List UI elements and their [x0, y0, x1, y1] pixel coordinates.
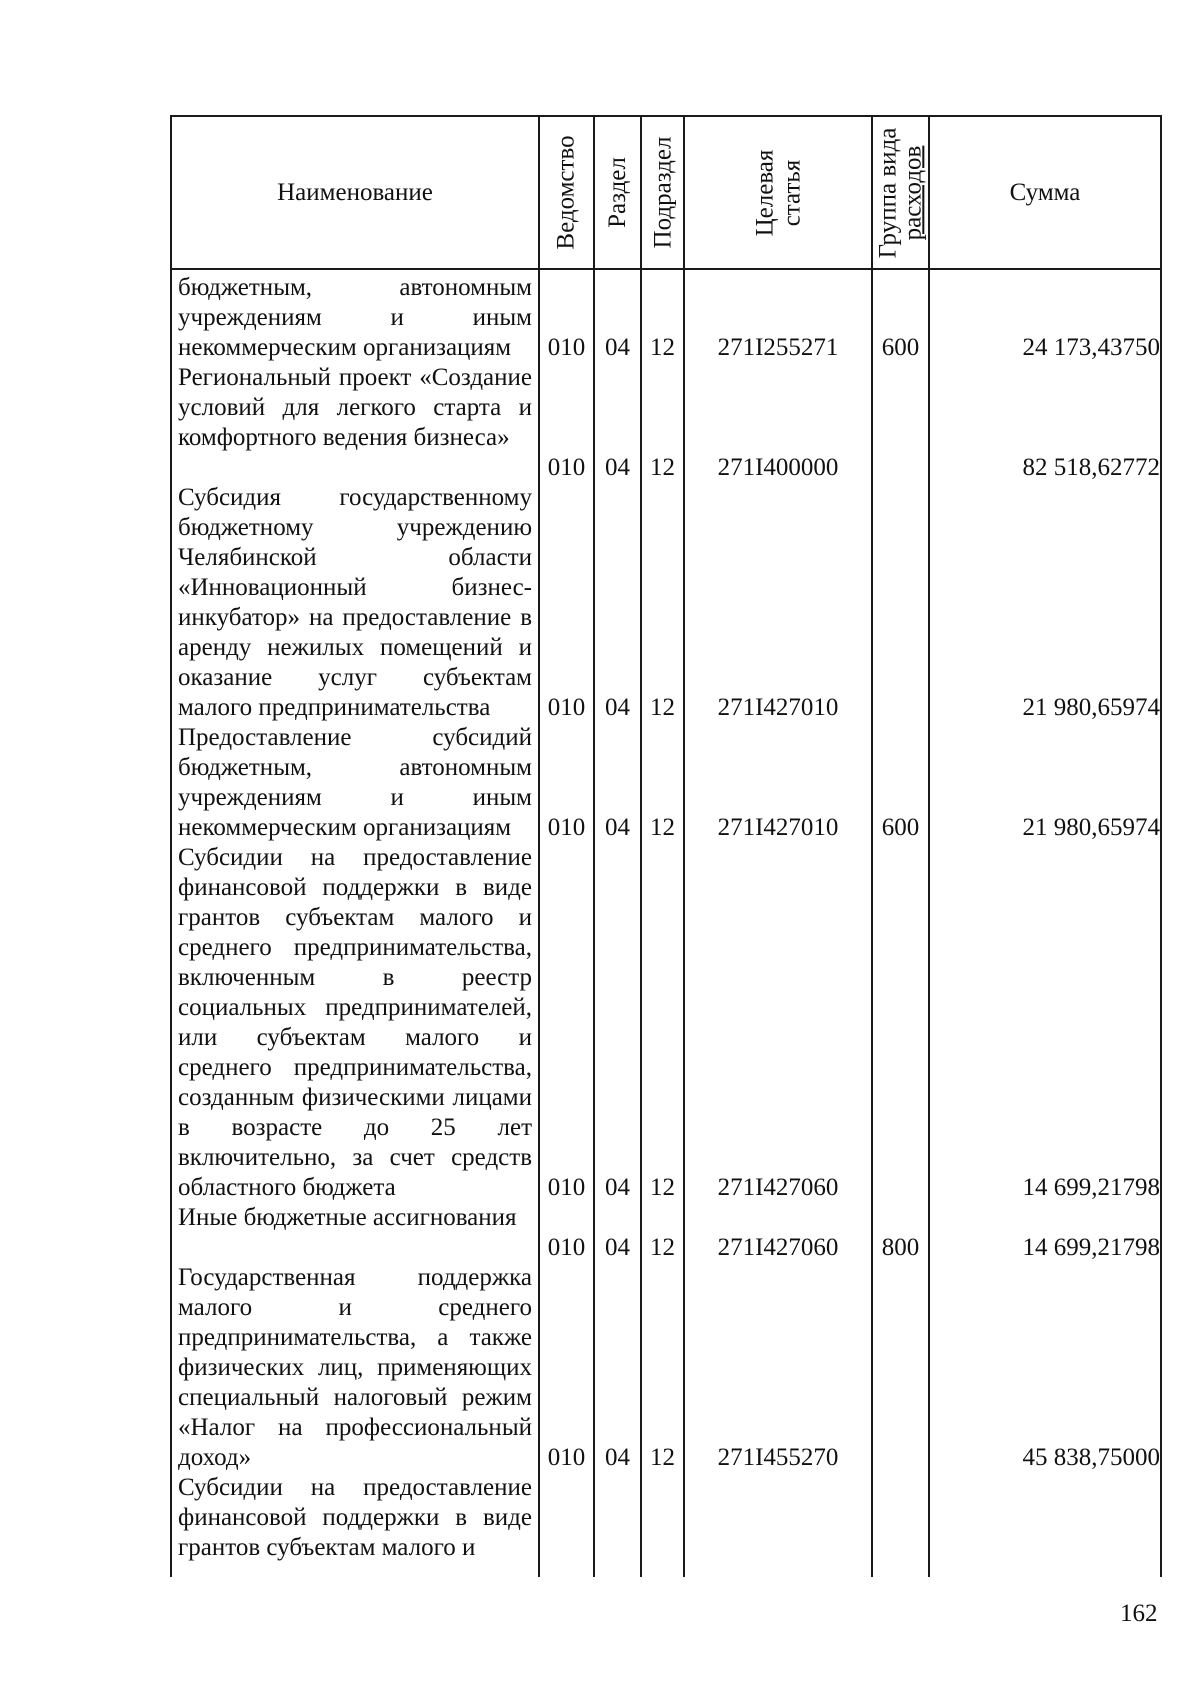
row-podrazdel: 12	[650, 1234, 675, 1261]
row-group: 600	[881, 814, 920, 841]
row-podrazdel: 12	[650, 454, 675, 481]
row-sum: 14 699,21798	[1022, 1234, 1160, 1261]
row-name: Предоставление субсидий бюджетным, автономным учреждениям и иным некоммерческим организациям	[178, 724, 532, 841]
header-name-text: Наименование	[277, 178, 433, 206]
row-article: 271I400000	[717, 454, 839, 481]
row-podrazdel: 12	[650, 1174, 675, 1201]
table-left-border	[170, 115, 172, 1577]
header-gruppa-line2: расходов	[899, 145, 927, 240]
row-podrazdel: 12	[650, 694, 675, 721]
header-celevaya-line1: Целевая	[750, 149, 778, 236]
row-vedomstvo: 010	[547, 814, 586, 841]
row-article: 271I427060	[717, 1174, 839, 1201]
header-podrazdel	[642, 117, 683, 268]
row-article: 271I427010	[717, 814, 839, 841]
row-sum: 21 980,65974	[1022, 814, 1160, 841]
header-summa	[930, 117, 1160, 268]
row-name: Субсидия государственному бюджетному учреждению Челябинской области «Инновационный бизнес-инкубатор» на предоставление в аренду нежилых помещений и оказание услуг субъектам малого предпринимательства	[178, 484, 532, 721]
row-sum: 82 518,62772	[1022, 454, 1160, 481]
row-razdel: 04	[605, 814, 630, 841]
row-sum: 14 699,21798	[1022, 1174, 1160, 1201]
row-sum: 24 173,43750	[1022, 334, 1160, 361]
header-vedomstvo	[540, 117, 593, 268]
header-vedomstvo-text: Ведомство	[553, 135, 581, 250]
row-vedomstvo: 010	[547, 1444, 586, 1471]
row-razdel: 04	[605, 1234, 630, 1261]
header-celevaya-line2: статья	[777, 159, 805, 226]
header-razdel	[595, 117, 640, 268]
header-name	[172, 117, 538, 268]
header-gruppa-vida-rashodov	[873, 117, 928, 268]
row-name: Субсидии на предоставление финансовой поддержки в виде грантов субъектам малого и среднего предпринимательства, включенным в реестр социальных предпринимателей, или субъектам малого и среднего предпринимательства, созданным физическими лицами в возрасте до 25 лет включительно, за счет средств областного бюджета	[178, 844, 532, 1201]
row-sum: 21 980,65974	[1022, 694, 1160, 721]
row-vedomstvo: 010	[547, 454, 586, 481]
row-group: 600	[881, 334, 920, 361]
row-vedomstvo: 010	[547, 1234, 586, 1261]
table-right-border	[1160, 115, 1162, 1577]
header-gruppa-line1: Группа вида	[874, 127, 902, 258]
row-sum: 45 838,75000	[1022, 1444, 1160, 1471]
row-podrazdel: 12	[650, 1444, 675, 1471]
header-razdel-text: Раздел	[604, 157, 631, 228]
row-name: Региональный проект «Создание условий для легкого старта и комфортного ведения бизнеса»	[178, 364, 532, 451]
row-name: Государственная поддержка малого и среднего предпринимательства, а также физических лиц, применяющих специальный налоговый режим «Налог на профессиональный доход»	[178, 1264, 532, 1471]
row-podrazdel: 12	[650, 334, 675, 361]
row-group: 800	[881, 1234, 920, 1261]
row-razdel: 04	[605, 454, 630, 481]
row-name: Иные бюджетные ассигнования	[178, 1204, 517, 1231]
row-name: Субсидии на предоставление финансовой поддержки в виде грантов субъектам малого и	[178, 1474, 532, 1561]
row-name: бюджетным, автономным учреждениям и иным некоммерческим организациям	[178, 274, 532, 361]
header-celevaya-statya	[685, 117, 871, 268]
header-podrazdel-text: Подраздел	[649, 136, 676, 249]
row-podrazdel: 12	[650, 814, 675, 841]
header-bottom-border	[170, 268, 1162, 270]
row-razdel: 04	[605, 334, 630, 361]
row-article: 271I427010	[717, 694, 839, 721]
row-vedomstvo: 010	[547, 694, 586, 721]
row-razdel: 04	[605, 1174, 630, 1201]
row-razdel: 04	[605, 1444, 630, 1471]
row-article: 271I427060	[717, 1234, 839, 1261]
row-article: 271I255271	[717, 334, 839, 361]
row-razdel: 04	[605, 694, 630, 721]
row-vedomstvo: 010	[547, 1174, 586, 1201]
header-summa-text: Сумма	[1009, 178, 1081, 206]
row-article: 271I455270	[717, 1444, 839, 1471]
row-vedomstvo: 010	[547, 334, 586, 361]
page-number: 162	[1120, 1600, 1158, 1627]
